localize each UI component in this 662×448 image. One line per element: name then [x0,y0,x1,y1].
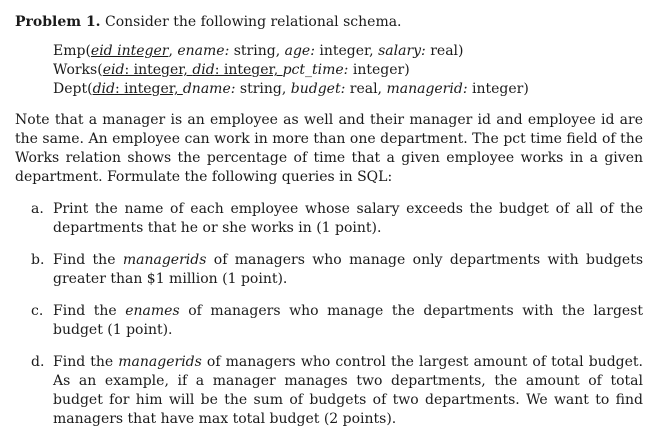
query-letter: c. [31,303,44,319]
query-text-part: Print the name of each employee whose salary exceeds the budget of all of the departments that he or she works in (1 point). [53,201,643,236]
query-letter: d. [31,354,45,370]
attr-type: real) [425,43,464,59]
works-key-eid: eid [102,62,125,78]
dept-primary-key: did [92,81,115,97]
query-text-part: Find the [53,252,123,268]
relation-name-dept: Dept( [53,81,93,97]
query-item-c [31,302,643,340]
attr-salary: salary: [378,43,426,59]
separator: , [168,43,178,59]
document-page [15,12,643,442]
query-text [53,200,643,238]
query-text [53,251,643,289]
attr-age: age: [284,43,315,59]
attr-type: integer, [314,43,379,59]
relational-schema [53,42,643,99]
attr-budget: budget: [290,81,346,97]
schema-dept [53,80,643,99]
attr-type: string, [229,43,285,59]
attr-type: : integer, [114,81,183,97]
query-text-part: Find the [53,354,119,370]
query-text [53,302,643,340]
query-list [31,200,643,429]
works-key-did: did [192,62,215,78]
problem-label: Problem 1. [15,14,101,30]
query-text-part: Find the [53,303,126,319]
query-text [53,353,643,429]
relation-name-works: Works( [53,62,103,78]
relation-name-emp: Emp( [53,43,91,59]
attr-type: string, [235,81,291,97]
query-item-b [31,251,643,289]
note-paragraph: Note that a manager is an employee as well and their manager id and employee id are the same. An employee can work in more than one department. The pct time field of the Works relation shows the percentage of time that a given employee works in a given department. Formulate the following queries in SQL: [15,112,643,185]
query-text-emph: enames [125,303,180,319]
query-letter: a. [31,201,44,217]
schema-works [53,61,643,80]
attr-type: integer) [348,62,410,78]
attr-managerid: managerid: [386,81,468,97]
schema-emp [53,42,643,61]
attr-pct-time: pct_time: [282,62,349,78]
query-item-a [31,200,643,238]
query-letter: b. [31,252,45,268]
problem-heading [15,12,643,32]
query-item-d [31,353,643,429]
attr-type: : integer, [124,62,193,78]
attr-dname: dname: [182,81,236,97]
emp-primary-key: eid integer [90,43,169,59]
query-text-part: of managers who manage only departments with budgets greater than $1 million (1 point). [53,252,643,287]
query-text-emph: managerids [122,252,207,268]
problem-intro: Consider the following relational schema. [105,14,402,30]
query-text-emph: managerids [118,354,202,370]
query-text-part: of managers who control the largest amount of total budget. As an example, if a manager manages two departments, the amount of total budget for him will be the sum of budgets of two departments. We want to find managers that have max total budget (2 points). [53,354,643,427]
attr-type: : integer, [214,62,283,78]
attr-ename: ename: [177,43,230,59]
attr-type: real, [345,81,387,97]
query-text-part: of managers who manage the departments with the largest budget (1 point). [53,303,643,338]
attr-type: integer) [467,81,529,97]
